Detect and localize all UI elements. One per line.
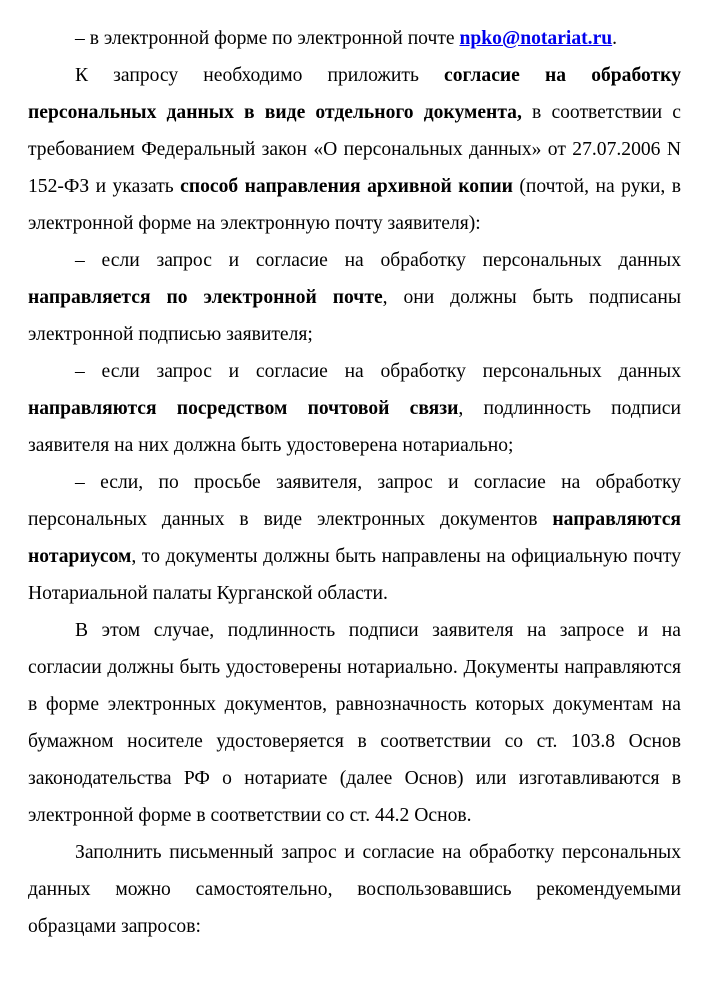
paragraph-text: (почтой, на руки, в электронной форме на электронную почту заявителя): — [28, 176, 681, 234]
paragraph-text: . — [612, 28, 618, 49]
paragraph-notary-case — [28, 464, 681, 612]
paragraph-text: – в электронной форме по электронной почте — [75, 28, 460, 49]
email-link[interactable]: npko@notariat.ru — [459, 28, 613, 49]
paragraph-text: – если запрос и согласие на обработку персональных данных — [75, 250, 681, 271]
paragraph-consent-requirement — [28, 57, 681, 242]
bold-text: направляются посредством почтовой связи — [28, 398, 459, 419]
paragraph-text: , они должны быть подписаны электронной подписью заявителя; — [28, 287, 681, 345]
paragraph-text: , то документы должны быть направлены на официальную почту Нотариальной палаты Курганской области. — [28, 546, 681, 604]
bold-text: направляются нотариусом — [28, 509, 681, 567]
bold-text: способ направления архивной копии — [180, 176, 513, 197]
paragraph-email-method — [28, 20, 681, 57]
document-page — [28, 20, 681, 945]
paragraph-fill-in-request: Заполнить письменный запрос и согласие на обработку персональных данных можно самостоятельно, воспользовавшись рекомендуемыми образцами запросов: — [28, 842, 681, 937]
paragraph-text: , подлинность подписи заявителя на них должна быть удостоверена нотариально; — [28, 398, 681, 456]
paragraph-text: К запросу необходимо приложить — [75, 65, 445, 86]
paragraph-text: – если, по просьбе заявителя, запрос и согласие на обработку персональных данных в виде электронных документов — [28, 472, 681, 530]
paragraph-postal-case — [28, 353, 681, 464]
paragraph-authenticity: В этом случае, подлинность подписи заявителя на запросе и на согласии должны быть удостоверены нотариально. Документы направляются в форме электронных документов, равнозначность которых документам на бумажном носителе удостоверяется в соответствии со ст. 103.8 Основ законодательства РФ о нотариате (далее Основ) или изготавливаются в электронной форме в соответствии со ст. 44.2 Основ. — [28, 620, 681, 826]
paragraph-electronic-mail-case — [28, 242, 681, 353]
bold-text: согласие на обработку персональных данных в виде отдельного документа, — [28, 65, 681, 123]
paragraph-text: в соответствии с требованием Федеральный закон «О персональных данных» от 27.07.2006 N 152-ФЗ и указать — [28, 102, 682, 197]
paragraph-text: – если запрос и согласие на обработку персональных данных — [75, 361, 681, 382]
bold-text: направляется по электронной почте — [28, 287, 383, 308]
